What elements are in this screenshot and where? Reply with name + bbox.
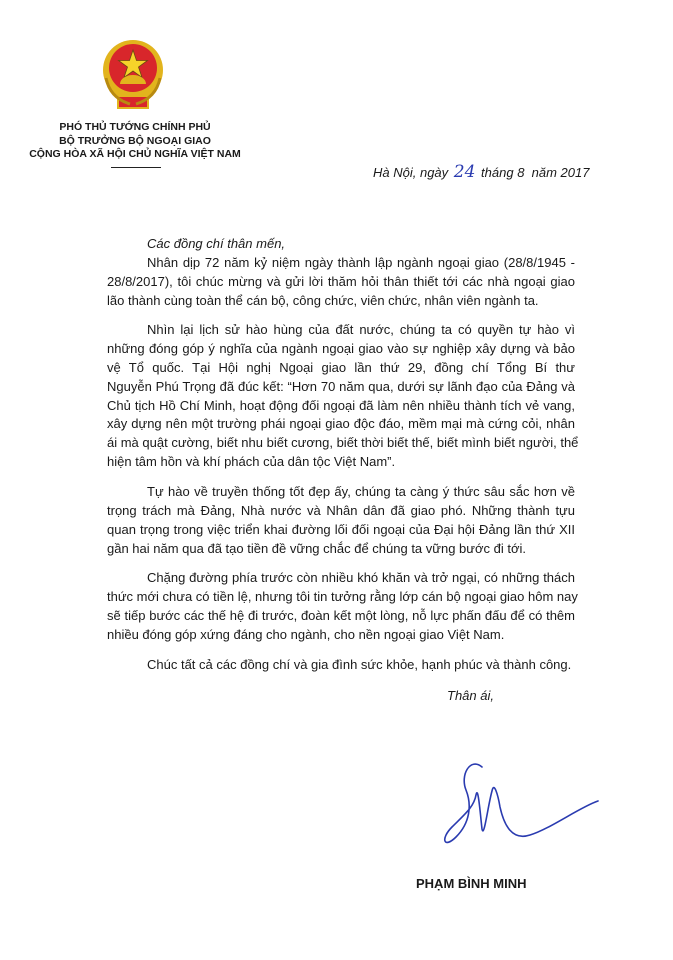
- date-prefix: Hà Nội, ngày: [373, 165, 449, 180]
- text-line: ái mà quật cường, biết nhu biết cương, biết thời biết thế, biết mình biết người, thể: [107, 435, 579, 451]
- text-line: Chủ tịch Hồ Chí Minh, hoạt động đối ngoại đã làm nên nhiều thành tích vẻ vang,: [107, 397, 575, 413]
- signer-name: PHẠM BÌNH MINH: [416, 876, 527, 891]
- paragraph-4: [107, 569, 578, 645]
- sender-title-line: BỘ TRƯỞNG BỘ NGOẠI GIAO: [59, 134, 211, 147]
- date-year: năm 2017: [531, 165, 590, 180]
- sender-title-line: CỘNG HÒA XÃ HỘI CHỦ NGHĨA VIỆT NAM: [29, 148, 241, 160]
- text-line: hiện tâm hồn và khí phách của dân tộc Việt Nam”.: [107, 454, 396, 470]
- paragraph-1: [107, 254, 575, 311]
- sender-title-block: [20, 121, 250, 162]
- text-line: thức mới chưa có tiền lệ, nhưng tôi tin tưởng rằng lớp cán bộ ngoại giao hôm nay: [107, 588, 578, 604]
- sender-title-line: PHÓ THỦ TƯỚNG CHÍNH PHỦ: [59, 121, 211, 133]
- salutation: Các đồng chí thân mến,: [147, 236, 286, 251]
- text-line: lão thành cùng toàn thể cán bộ, công chức, viên chức, nhân viên ngành ta.: [107, 292, 539, 308]
- date-day-handwritten: 24: [453, 162, 476, 182]
- text-line: những đóng góp ý nghĩa của ngành ngoại giao vào sự nghiệp xây dựng và bảo: [107, 340, 575, 356]
- text-line: Nguyễn Phú Trọng đã đúc kết: “Hơn 70 năm qua, dưới sự lãnh đạo của Đảng và: [107, 378, 575, 394]
- text-line: Chúc tất cả các đồng chí và gia đình sức khỏe, hạnh phúc và thành công.: [147, 657, 572, 672]
- text-line: vệ Tổ quốc. Tại Hội nghị Ngoại giao lần thứ 29, đồng chí Tổng Bí thư: [107, 359, 575, 375]
- text-line: gần hai năm qua đã tạo tiền đề vững chắc để chúng ta vững bước đi tới.: [107, 540, 526, 556]
- paragraph-3: [107, 483, 575, 559]
- date-month: tháng 8: [481, 165, 525, 180]
- signature-icon: [430, 755, 610, 855]
- text-line: Tự hào về truyền thống tốt đẹp ấy, chúng ta càng ý thức sâu sắc hơn về: [147, 484, 575, 499]
- text-line: Nhìn lại lịch sử hào hùng của đất nước, chúng ta có quyền tự hào vì: [147, 322, 575, 337]
- closing: Thân ái,: [447, 688, 494, 703]
- header-divider: [111, 167, 161, 168]
- text-line: Nhân dịp 72 năm kỷ niệm ngày thành lập ngành ngoại giao (28/8/1945 -: [147, 255, 575, 270]
- letter-date: [373, 162, 589, 182]
- text-line: 28/8/2017), tôi chúc mừng và gửi lời thăm hỏi thân thiết tới các nhà ngoại giao: [107, 273, 575, 289]
- text-line: xây dựng nên một trường phái ngoại giao độc đáo, mềm mại mà cứng cỏi, nhân: [107, 416, 575, 432]
- text-line: quan trọng trong việc triển khai đường lối đối ngoại của Đại hội Đảng lần thứ XII: [107, 521, 575, 537]
- national-emblem-icon: [100, 38, 166, 112]
- paragraph-5: [107, 656, 575, 675]
- paragraph-2: [107, 321, 579, 472]
- text-line: Chặng đường phía trước còn nhiều khó khăn và trở ngại, có những thách: [147, 570, 575, 585]
- text-line: sẽ tiếp bước các thế hệ đi trước, đoàn kết một lòng, nỗ lực phấn đấu để có thêm: [107, 607, 575, 623]
- text-line: trọng trách mà Đảng, Nhà nước và Nhân dân đã giao phó. Những thành tựu: [107, 502, 575, 518]
- text-line: nhiều đóng góp xứng đáng cho ngành, cho nền ngoại giao Việt Nam.: [107, 626, 505, 642]
